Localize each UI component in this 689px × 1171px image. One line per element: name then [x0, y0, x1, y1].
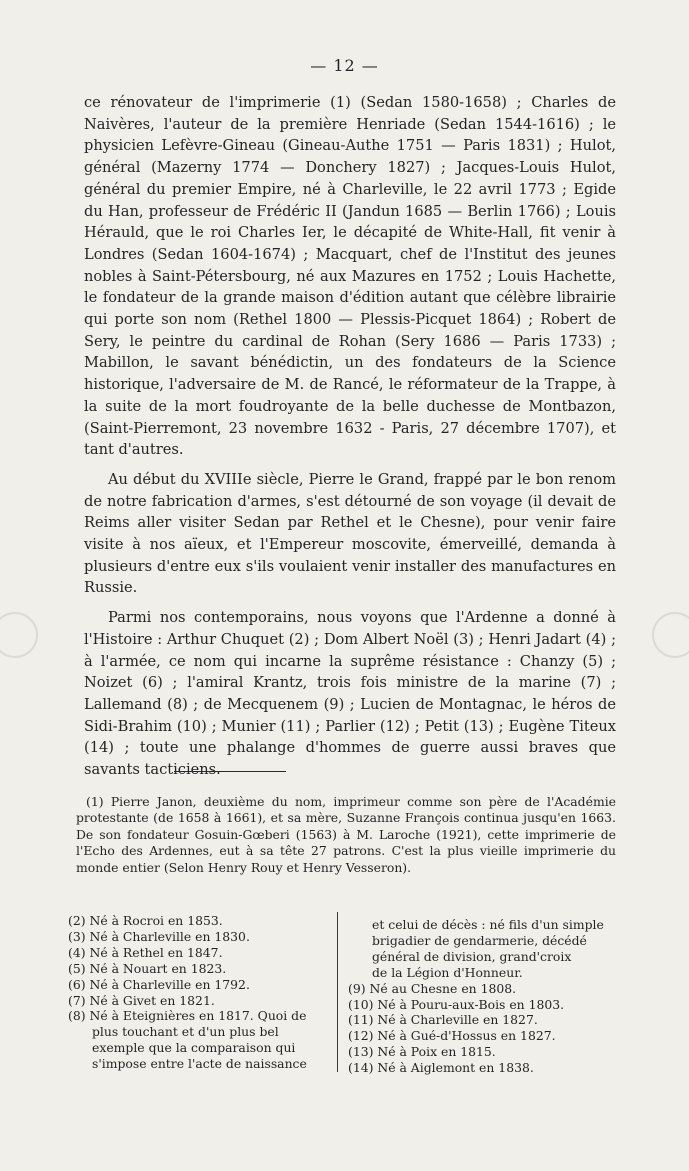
footnotes-right-column	[348, 917, 616, 1076]
footnote-8-continued: brigadier de gendarmerie, décédé	[372, 932, 587, 948]
column-divider	[337, 912, 338, 1072]
footnote-8-line: exemple que la comparaison qui	[92, 1040, 296, 1056]
paragraph-2: Au début du XVIIIe siècle, Pierre le Grand, frappé par le bon renom de notre fabrication d'armes, s'est détourné de son voyage (il devait de Reims aller visiter Sedan par Rethel et le Chesne), pour venir faire visite à nos aïeux, et l'Empereur moscovite, émerveillé, demanda à plusieurs d'entre eux s'ils voulaient venir installer des manufactures en Russie.	[84, 470, 616, 597]
paragraph-1: ce rénovateur de l'imprimerie (1) (Sedan 1580-1658) ; Charles de Naivères, l'auteur de la première Henriade (Sedan 1544-1616) ; le physicien Lefèvre-Gineau (Gineau-Authe 1751 — Paris 1831) ; Hulot, général (Mazerny 1774 — Donchery 1827) ; Jacques-Louis Hulot, général du premier Empire, né à Charleville, le 22 avril 1773 ; Egide du Han, professeur de Frédéric II (Jandun 1685 — Berlin 1766) ; Louis Hérauld, que le roi Charles Ier, le décapité de White-Hall, fit venir à Londres (Sedan 1604-1674) ; Macquart, chef de l'Institut des jeunes nobles à Saint-Pétersbourg, né aux Mazures en 1752 ; Louis Hachette, le fondateur de la grande maison d'édition autant que célèbre librairie qui porte son nom (Rethel 1800 — Plessis-Picquet 1864) ; Robert de Sery, le peintre du cardinal de Rohan (Sery 1686 — Paris 1733) ; Mabillon, le savant bénédictin, un des fondateurs de la Science historique, l'adversaire de M. de Rancé, le réformateur de la Trappe, à la suite de la mort foudroyante de la belle duchesse de Montbazon, (Saint-Pierremont, 23 novembre 1632 - Paris, 27 décembre 1707), et tant d'autres.	[84, 94, 616, 459]
footnote-8-line: s'impose entre l'acte de naissance	[92, 1056, 307, 1072]
footnote-14: (14) Né à Aiglemont en 1838.	[348, 1060, 534, 1076]
footnote-1-text: (1) Pierre Janon, deuxième du nom, imprimeur comme son père de l'Académie protestante (de 1658 à 1661), et sa mère, Suzanne François continua jusqu'en 1663. De son fondateur Gosuin-Gœberi (1563) à M. Laroche (1921), cette imprimerie de l'Echo des Ardennes, eut à sa tête 27 patrons. C'est la plus vieille imprimerie du monde entier (Selon Henry Rouy et Henry Vesseron).	[76, 794, 616, 875]
footnote-13: (13) Né à Poix en 1815.	[348, 1044, 496, 1060]
paragraph-3: Parmi nos contemporains, nous voyons que l'Ardenne a donné à l'Histoire : Arthur Chuquet (2) ; Dom Albert Noël (3) ; Henri Jadart (4) ; à l'armée, ce nom qui incarne la suprême résistance : Chanzy (5) ; Noizet (6) ; l'amiral Krantz, trois fois ministre de la marine (7) ; Lallemand (8) ; de Mecquenem (9) ; Lucien de Montagnac, le héros de Sidi-Brahim (10) ; Munier (11) ; Parlier (12) ; Petit (13) ; Eugène Titeux (14) ; toute une phalange d'hommes de guerre aussi braves que savants tacticiens.	[84, 609, 616, 779]
footnote-6: (6) Né à Charleville en 1792.	[68, 976, 250, 992]
footnote-8-line: plus touchant et d'un plus bel	[92, 1024, 279, 1040]
footnote-5: (5) Né à Nouart en 1823.	[68, 960, 227, 976]
footnote-12: (12) Né à Gué-d'Hossus en 1827.	[348, 1028, 556, 1044]
footnote-11: (11) Né à Charleville en 1827.	[348, 1012, 538, 1028]
footnotes-left-column	[68, 913, 330, 1072]
footnote-7: (7) Né à Givet en 1821.	[68, 992, 215, 1008]
footnote-8-continued: et celui de décès : né fils d'un simple	[372, 917, 604, 932]
footnote-2: (2) Né à Rocroi en 1853.	[68, 913, 223, 928]
watermark-right	[652, 612, 689, 658]
footnote-9: (9) Né au Chesne en 1808.	[348, 980, 517, 996]
footnote-3: (3) Né à Charleville en 1830.	[68, 928, 250, 944]
footnote-separator	[174, 771, 286, 772]
page-number: — 12 —	[310, 56, 379, 75]
footnote-4: (4) Né à Rethel en 1847.	[68, 944, 223, 960]
footnote-8-continued: général de division, grand'croix	[372, 948, 572, 964]
main-text	[84, 92, 616, 781]
watermark-left	[0, 612, 38, 658]
footnote-1	[76, 794, 616, 876]
footnote-8: (8) Né à Eteignières en 1817. Quoi de	[68, 1008, 307, 1024]
footnote-10: (10) Né à Pouru-aux-Bois en 1803.	[348, 996, 565, 1012]
footnote-8-continued: de la Légion d'Honneur.	[372, 964, 523, 980]
